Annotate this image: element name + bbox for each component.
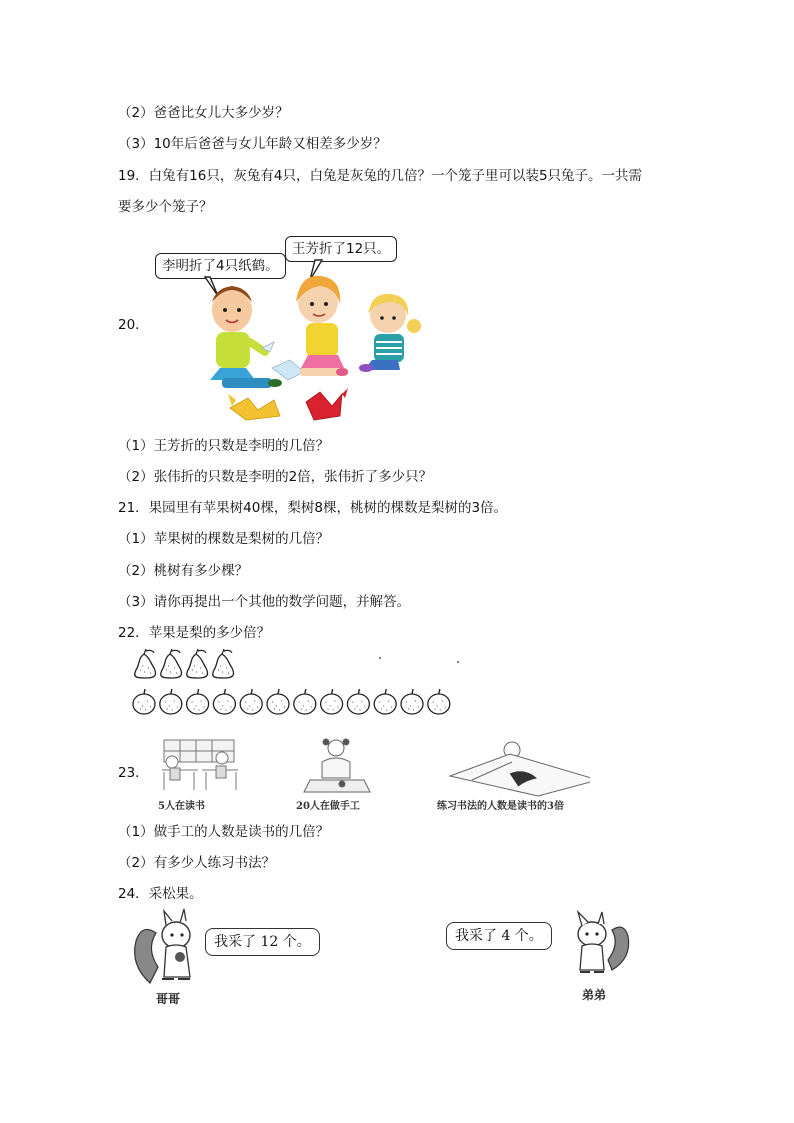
yellow-paper-crane-icon: [228, 394, 280, 420]
speech-bubble-younger: 我采了 4 个。: [446, 922, 552, 950]
red-paper-crane-icon: [306, 388, 348, 420]
apple-icon: [321, 689, 343, 714]
apple-icon: [374, 689, 396, 714]
pear-icon: [213, 649, 234, 678]
children-paper-cranes-illustration: [150, 230, 440, 430]
pears-and-apples-illustration: [128, 648, 468, 720]
younger-squirrel-icon: [566, 906, 636, 978]
girl-figure-blonde: [359, 294, 421, 372]
pear-icon: [187, 649, 208, 678]
caption-handcraft: 20人在做手工: [296, 801, 360, 812]
q21-sub3: （3）请你再提出一个其他的数学问题，并解答。: [118, 594, 411, 610]
q24-stem: 24．采松果。: [118, 886, 203, 902]
q18-sub2: （2）爸爸比女儿大多少岁？: [118, 105, 289, 121]
calligraphy-scene: [450, 742, 590, 796]
caption-older-brother: 哥哥: [156, 992, 181, 1006]
q23-number: 23．: [118, 765, 149, 781]
reading-scene: [162, 740, 238, 790]
speech-bubble-wangfang: 王芳折了12只。: [285, 236, 397, 262]
apple-row: [133, 689, 450, 714]
q23-sub2: （2）有多少人练习书法？: [118, 855, 276, 871]
q21-sub1: （1）苹果树的棵数是梨树的几倍？: [118, 531, 330, 547]
caption-calligraphy: 练习书法的人数是读书的3倍: [437, 801, 564, 812]
older-squirrel-icon: [128, 905, 208, 987]
q20-sub1: （1）王芳折的只数是李明的几倍？: [118, 438, 330, 454]
q20-number: 20．: [118, 317, 149, 333]
caption-reading: 5人在读书: [158, 801, 205, 812]
apple-icon: [213, 689, 235, 714]
q19-stem-line1: 19．白兔有16只，灰兔有4只，白兔是灰兔的几倍？一个笼子里可以装5只兔子。一共需: [118, 168, 643, 184]
q18-sub3: （3）10年后爸爸与女儿年龄又相差多少岁？: [118, 136, 387, 152]
activities-illustration: [150, 736, 590, 798]
q19-stem-line2: 要多少个笼子？: [118, 199, 213, 215]
apple-icon: [187, 689, 209, 714]
apple-icon: [160, 689, 182, 714]
girl-figure-wangfang: [296, 276, 348, 376]
apple-icon: [267, 689, 289, 714]
q20-sub2: （2）张伟折的只数是李明的2倍，张伟折了多少只？: [118, 469, 433, 485]
handcraft-scene: [304, 739, 370, 792]
boy-figure: [210, 286, 282, 388]
apple-icon: [347, 689, 369, 714]
apple-icon: [133, 689, 155, 714]
q22-stem: 22．苹果是梨的多少倍？: [118, 625, 271, 641]
speech-bubble-older: 我采了 12 个。: [205, 928, 320, 956]
apple-icon: [401, 689, 423, 714]
speech-bubble-liming: 李明折了4只纸鹤。: [155, 253, 286, 279]
pear-icon: [135, 649, 156, 678]
q23-sub1: （1）做手工的人数是读书的几倍？: [118, 824, 330, 840]
caption-younger-brother: 弟弟: [582, 988, 607, 1002]
apple-icon: [428, 689, 450, 714]
apple-icon: [294, 689, 316, 714]
pear-row: [135, 649, 234, 678]
apple-icon: [240, 689, 262, 714]
pear-icon: [161, 649, 182, 678]
q21-sub2: （2）桃树有多少棵？: [118, 563, 249, 579]
q21-stem: 21．果园里有苹果树40棵，梨树8棵，桃树的棵数是梨树的3倍。: [118, 500, 508, 516]
